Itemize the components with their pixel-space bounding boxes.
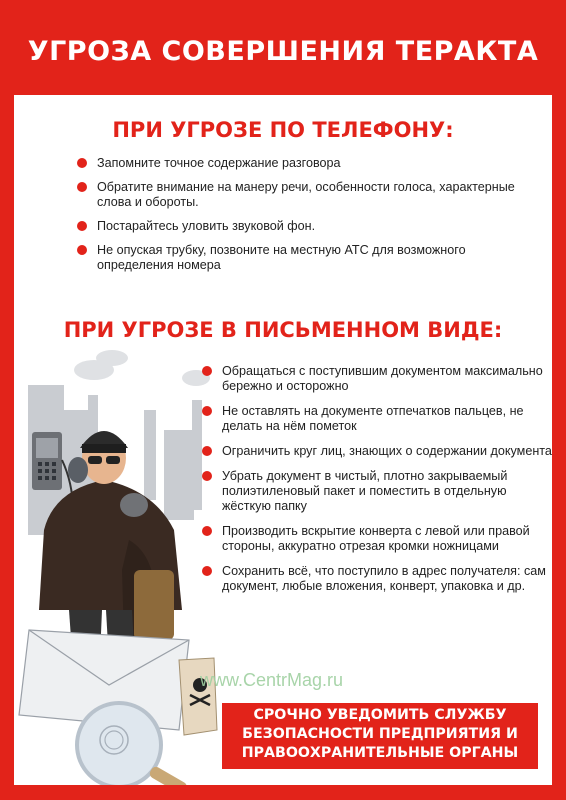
bullet-icon [77,221,87,231]
banner-line: СРОЧНО УВЕДОМИТЬ СЛУЖБУ [253,707,507,723]
list-item: Не оставлять на документе отпечатков пальцев, не делать на нём пометок [222,404,552,434]
list-item: Обращаться с поступившим документом максимально бережно и осторожно [222,364,552,394]
written-threat-heading: ПРИ УГРОЗЕ В ПИСЬМЕННОМ ВИДЕ: [63,318,503,342]
banner-line: ПРАВООХРАНИТЕЛЬНЫЕ ОРГАНЫ [241,745,519,761]
list-item: Постарайтесь уловить звуковой фон. [97,219,517,234]
bullet-icon [202,471,212,481]
list-item: Не опуская трубку, позвоните на местную АТС для возможного определения номера [97,243,517,273]
list-item: Производить вскрытие конверта с левой или правой стороны, аккуратно отрезая кромки ножницами [222,524,552,554]
threat-illustration [14,340,219,785]
banner-line: БЕЗОПАСНОСТИ ПРЕДПРИЯТИЯ И [242,726,518,742]
list-item: Обратите внимание на манеру речи, особенности голоса, характерные слова и обороты. [97,180,517,210]
bullet-icon [202,446,212,456]
bullet-icon [202,366,212,376]
list-item: Запомните точное содержание разговора [97,156,517,171]
list-item: Убрать документ в чистый, плотно закрываемый полиэтиленовый пакет и поместить в отдельную жёсткую папку [222,469,552,514]
bullet-icon [202,566,212,576]
phone-threat-list [97,156,517,282]
list-item: Ограничить круг лиц, знающих о содержании документа [222,444,552,459]
bullet-icon [202,406,212,416]
list-item: Сохранить всё, что поступило в адрес получателя: сам документ, любые вложения, конверт, упаковка и др. [222,564,552,594]
written-threat-list [222,364,552,604]
watermark: www.CentrMag.ru [200,670,344,690]
phone-threat-heading: ПРИ УГРОЗЕ ПО ТЕЛЕФОНУ: [112,118,454,142]
bullet-icon [77,158,87,168]
bullet-icon [77,245,87,255]
page-title: УГРОЗА СОВЕРШЕНИЯ ТЕРАКТА [27,36,539,67]
bullet-icon [202,526,212,536]
notify-banner [222,703,538,769]
bullet-icon [77,182,87,192]
